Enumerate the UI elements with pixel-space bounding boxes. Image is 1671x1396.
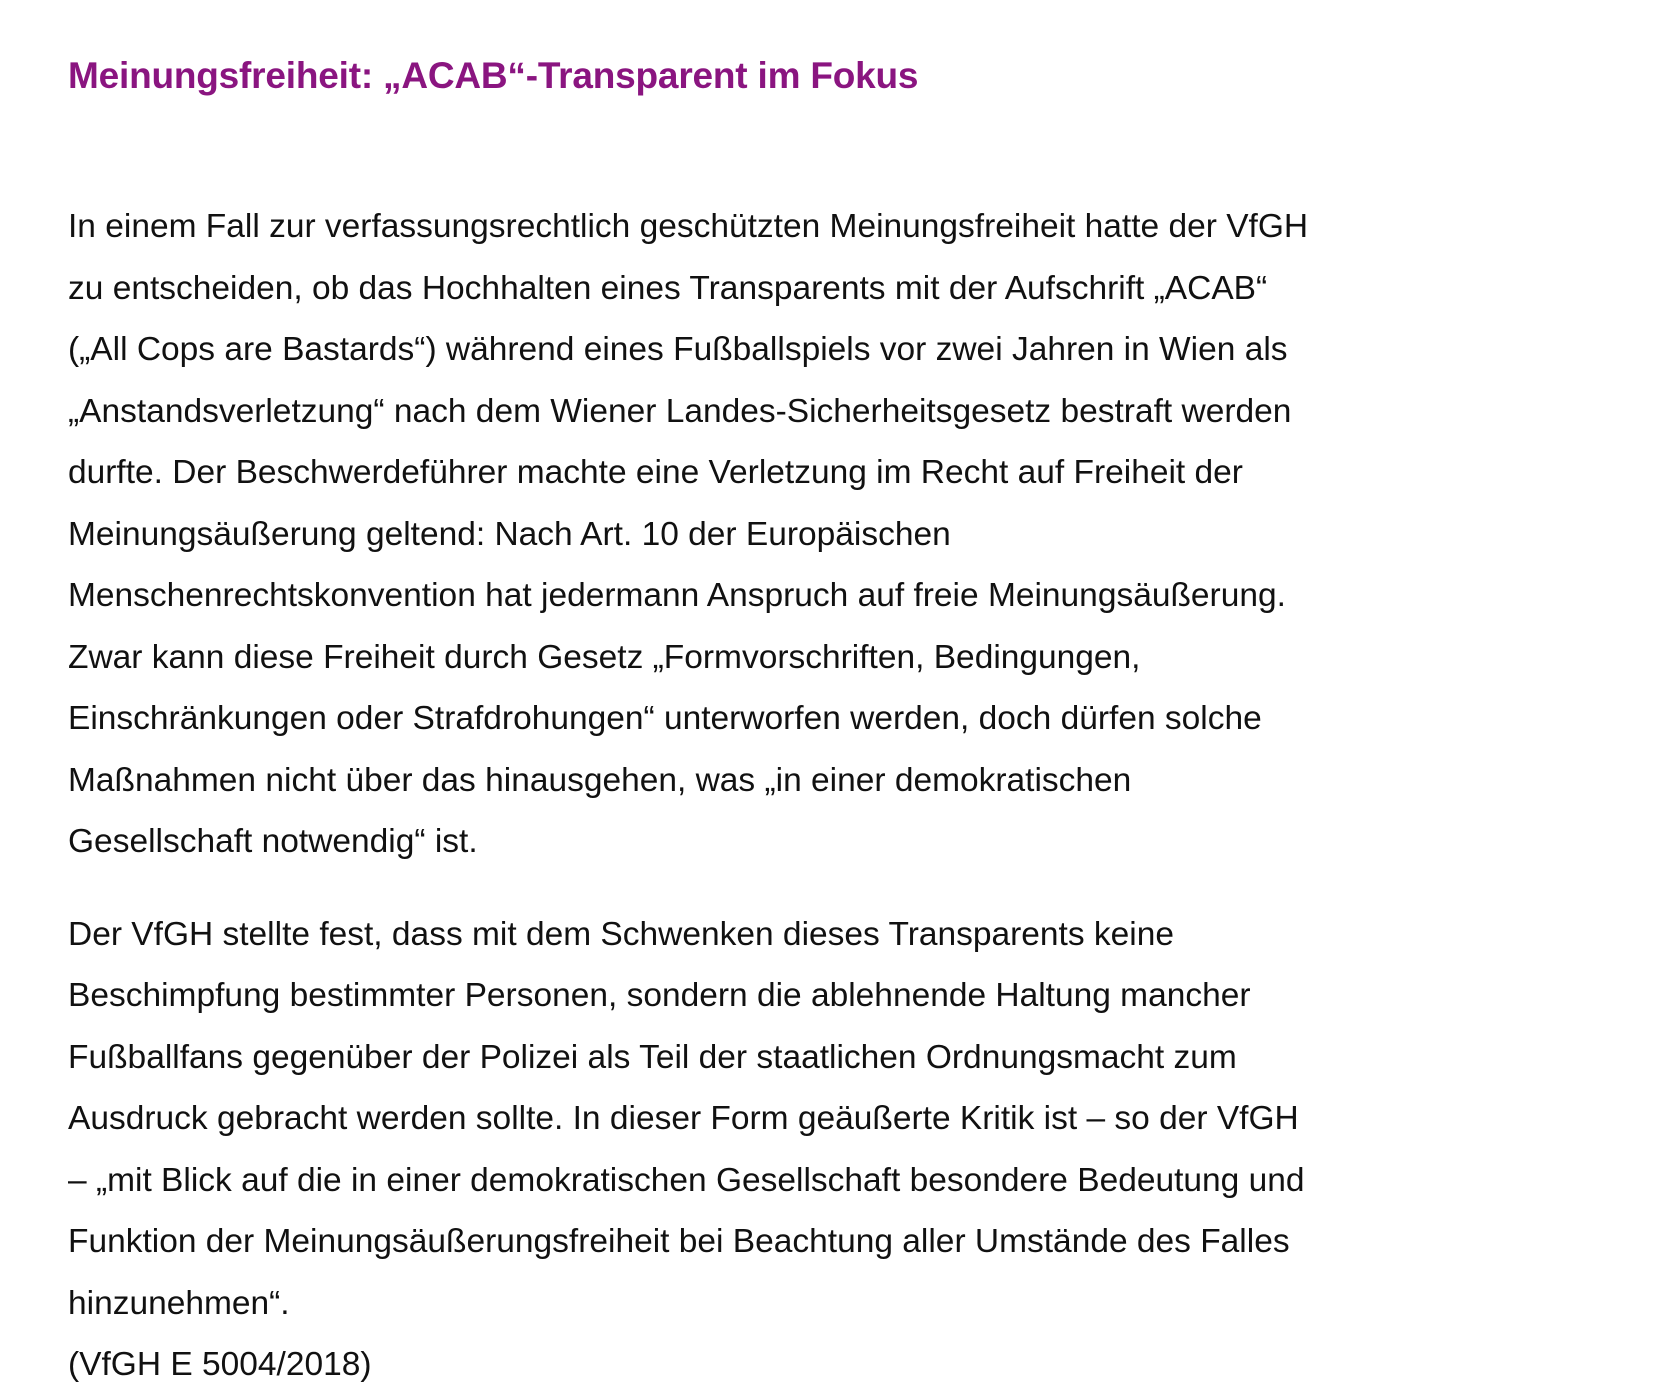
paragraph-line: In einem Fall zur verfassungsrechtlich geschützten Meinungsfreiheit hatte der VfGH [68, 208, 1309, 245]
paragraph-line: Einschränkungen oder Strafdrohungen“ unterworfen werden, doch dürfen solche [68, 700, 1262, 737]
paragraph-line: Zwar kann diese Freiheit durch Gesetz „Formvorschriften, Bedingungen, [68, 638, 1141, 676]
paragraph-line: durfte. Der Beschwerdeführer machte eine Verletzung im Recht auf Freiheit der [68, 454, 1243, 491]
article-paragraph-2 [68, 904, 1608, 1396]
paragraph-line: Gesellschaft notwendig“ ist. [68, 823, 478, 860]
paragraph-line: Fußballfans gegenüber der Polizei als Teil der staatlichen Ordnungsmacht zum [68, 1038, 1237, 1076]
paragraph-line: – „mit Blick auf die in einer demokratischen Gesellschaft besondere Bedeutung und [68, 1161, 1305, 1199]
article-title: Meinungsfreiheit: „ACAB“-Transparent im Fokus [68, 55, 919, 96]
paragraph-line: Ausdruck gebracht werden sollte. In dieser Form geäußerte Kritik ist – so der VfGH [68, 1100, 1299, 1137]
paragraph-line: Der VfGH stellte fest, dass mit dem Schwenken dieses Transparents keine [68, 915, 1174, 953]
paragraph-line: Beschimpfung bestimmter Personen, sondern die ablehnende Haltung mancher [68, 977, 1251, 1014]
paragraph-line: („All Cops are Bastards“) während eines Fußballspiels vor zwei Jahren in Wien als [68, 331, 1288, 368]
paragraph-line: Meinungsäußerung geltend: Nach Art. 10 der Europäischen [68, 515, 951, 553]
paragraph-line: zu entscheiden, ob das Hochhalten eines Transparents mit der Aufschrift „ACAB“ [68, 269, 1268, 307]
article-paragraph-1 [68, 196, 1608, 873]
paragraph-line: Maßnahmen nicht über das hinausgehen, was „in einer demokratischen [68, 761, 1132, 799]
paragraph-line: Funktion der Meinungsäußerungsfreiheit bei Beachtung aller Umstände des Falles [68, 1223, 1290, 1260]
paragraph-line: Menschenrechtskonvention hat jedermann Anspruch auf freie Meinungsäußerung. [68, 577, 1286, 614]
case-citation: (VfGH E 5004/2018) [68, 1346, 372, 1383]
paragraph-line: „Anstandsverletzung“ nach dem Wiener Landes-Sicherheitsgesetz bestraft werden [68, 392, 1292, 430]
news-article [68, 40, 1608, 1396]
paragraph-line: hinzunehmen“. [68, 1284, 290, 1322]
